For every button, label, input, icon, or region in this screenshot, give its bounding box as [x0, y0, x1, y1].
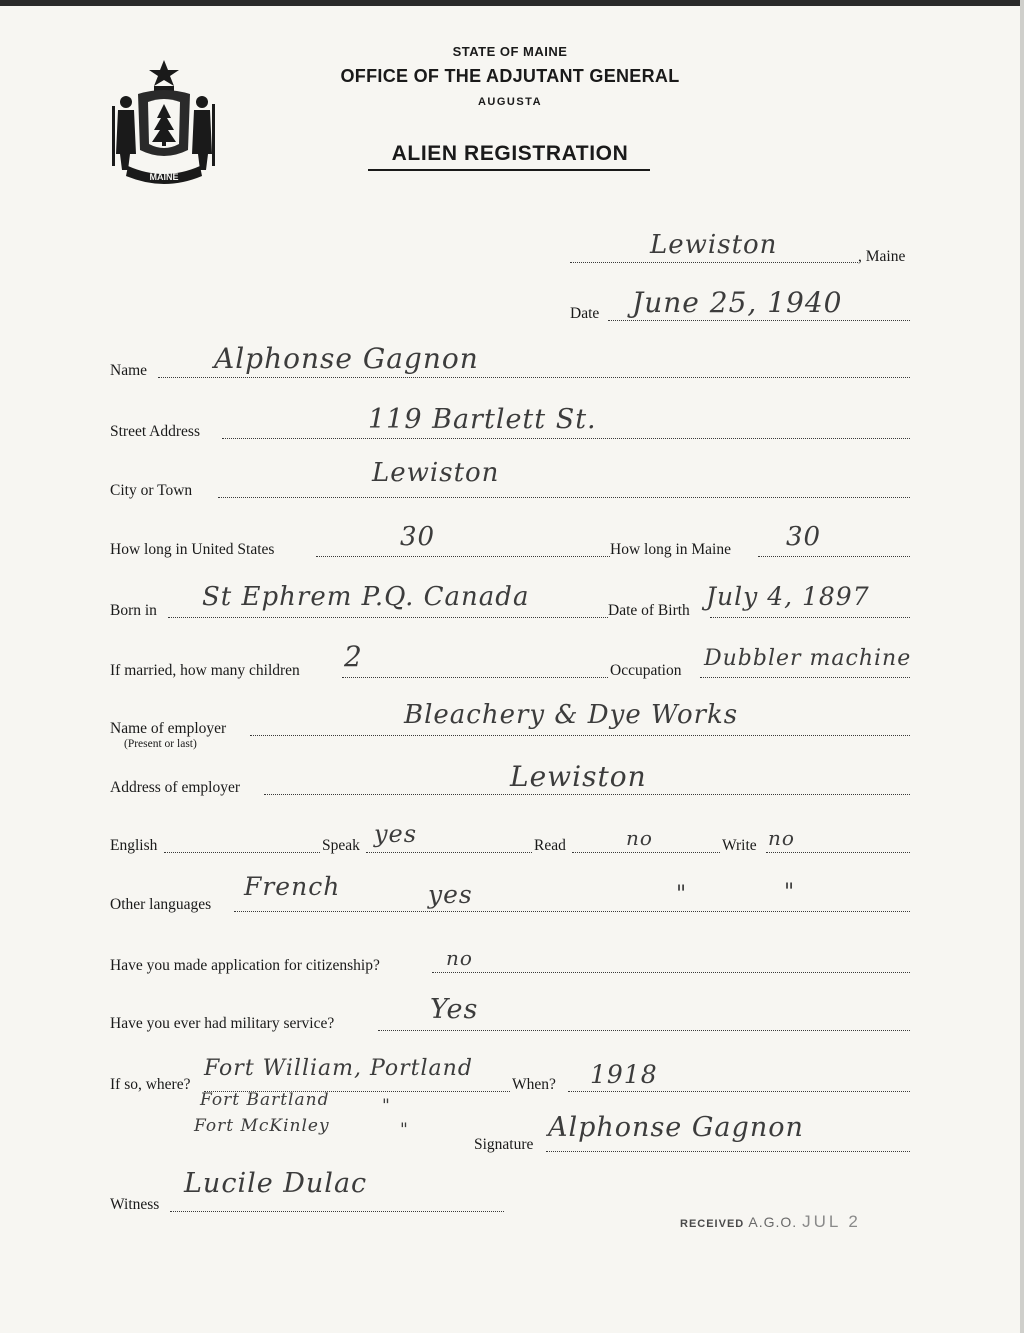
- when-value: 1918: [590, 1060, 658, 1089]
- children-line: [342, 677, 608, 678]
- scan-edge-top: [0, 0, 1024, 6]
- where-label: If so, where?: [110, 1076, 191, 1093]
- where-value-1: Fort William, Portland: [204, 1056, 473, 1081]
- speak-value: yes: [374, 820, 418, 848]
- employer-label: Name of employer: [110, 720, 227, 737]
- how-long-maine-value: 30: [786, 522, 822, 552]
- name-label: Name: [110, 362, 148, 379]
- english-line: [164, 852, 320, 853]
- street-address-value: 119 Bartlett St.: [368, 404, 597, 435]
- when-label: When?: [512, 1076, 556, 1093]
- name-line: [158, 377, 910, 378]
- where-value-2: Fort Bartland: [200, 1090, 330, 1110]
- maine-state-seal-icon: [108, 58, 220, 186]
- write-label: Write: [722, 837, 757, 854]
- street-address-label: Street Address: [110, 423, 200, 440]
- how-long-us-line: [316, 556, 610, 557]
- citizenship-value: no: [446, 946, 473, 970]
- english-label: English: [110, 837, 158, 854]
- other-speak-value: yes: [428, 880, 473, 909]
- stamp-date: JUL 2: [802, 1212, 861, 1231]
- stamp-office: A.G.O.: [748, 1214, 798, 1230]
- how-long-maine-label: How long in Maine: [610, 541, 731, 558]
- town-value: Lewiston: [650, 230, 778, 260]
- write-line: [766, 852, 910, 853]
- date-of-birth-line: [710, 617, 910, 618]
- occupation-label: Occupation: [610, 662, 682, 679]
- city-value: Lewiston: [372, 458, 500, 488]
- witness-value: Lucile Dulac: [184, 1168, 368, 1199]
- other-read-value: ": [676, 882, 688, 907]
- write-value: no: [768, 826, 795, 850]
- title-underline: [368, 169, 650, 171]
- employer-note: (Present or last): [124, 738, 197, 750]
- maine-label: , Maine: [858, 248, 906, 265]
- speak-line: [366, 852, 532, 853]
- date-label: Date: [570, 305, 600, 322]
- employer-address-label: Address of employer: [110, 779, 240, 796]
- scan-edge-right: [1020, 0, 1024, 1333]
- occupation-value: Dubbler machine: [704, 646, 912, 671]
- how-long-us-value: 30: [400, 522, 436, 552]
- street-address-line: [222, 438, 910, 439]
- other-write-value: ": [784, 880, 796, 905]
- citizenship-label: Have you made application for citizenship?: [110, 957, 380, 974]
- signature-label: Signature: [474, 1136, 534, 1153]
- born-in-value: St Ephrem P.Q. Canada: [202, 582, 530, 612]
- seal-text: MAINE: [149, 172, 179, 182]
- how-long-us-label: How long in United States: [110, 541, 275, 558]
- header-office: OFFICE OF THE ADJUTANT GENERAL: [340, 66, 680, 86]
- date-of-birth-value: July 4, 1897: [706, 582, 870, 611]
- date-value: June 25, 1940: [632, 286, 843, 319]
- city-line: [218, 497, 910, 498]
- stamp-received: RECEIVED: [680, 1218, 745, 1230]
- where-value-3: Fort McKinley: [194, 1116, 330, 1136]
- where-value-3-mark: ": [400, 1120, 409, 1140]
- where-value-2-mark: ": [382, 1096, 391, 1116]
- military-value: Yes: [430, 994, 479, 1025]
- name-value: Alphonse Gagnon: [214, 342, 479, 375]
- signature-line: [546, 1151, 910, 1152]
- employer-address-value: Lewiston: [510, 760, 647, 793]
- speak-label: Speak: [322, 837, 360, 854]
- witness-label: Witness: [110, 1196, 160, 1213]
- other-language-value: French: [244, 872, 341, 901]
- military-label: Have you ever had military service?: [110, 1015, 335, 1032]
- read-label: Read: [534, 837, 566, 854]
- town-line: [570, 262, 858, 263]
- read-line: [572, 852, 720, 853]
- signature-value: Alphonse Gagnon: [548, 1112, 804, 1143]
- employer-value: Bleachery & Dye Works: [404, 700, 739, 730]
- received-stamp: [680, 1212, 861, 1232]
- date-line: [608, 320, 910, 321]
- date-of-birth-label: Date of Birth: [608, 602, 690, 619]
- employer-line: [250, 735, 910, 736]
- employer-address-line: [264, 794, 910, 795]
- citizenship-line: [432, 972, 910, 973]
- military-line: [378, 1030, 910, 1031]
- form-title: ALIEN REGISTRATION: [391, 142, 629, 165]
- children-value: 2: [344, 640, 363, 673]
- occupation-line: [700, 677, 910, 678]
- read-value: no: [626, 826, 653, 850]
- witness-line: [170, 1211, 504, 1212]
- city-label: City or Town: [110, 482, 193, 499]
- how-long-maine-line: [758, 556, 910, 557]
- header-city: AUGUSTA: [477, 96, 543, 108]
- other-languages-line: [234, 911, 910, 912]
- other-languages-label: Other languages: [110, 896, 212, 913]
- born-in-label: Born in: [110, 602, 157, 619]
- born-in-line: [168, 617, 608, 618]
- when-line: [568, 1091, 910, 1092]
- children-label: If married, how many children: [110, 662, 300, 679]
- header-state: STATE OF MAINE: [452, 44, 568, 59]
